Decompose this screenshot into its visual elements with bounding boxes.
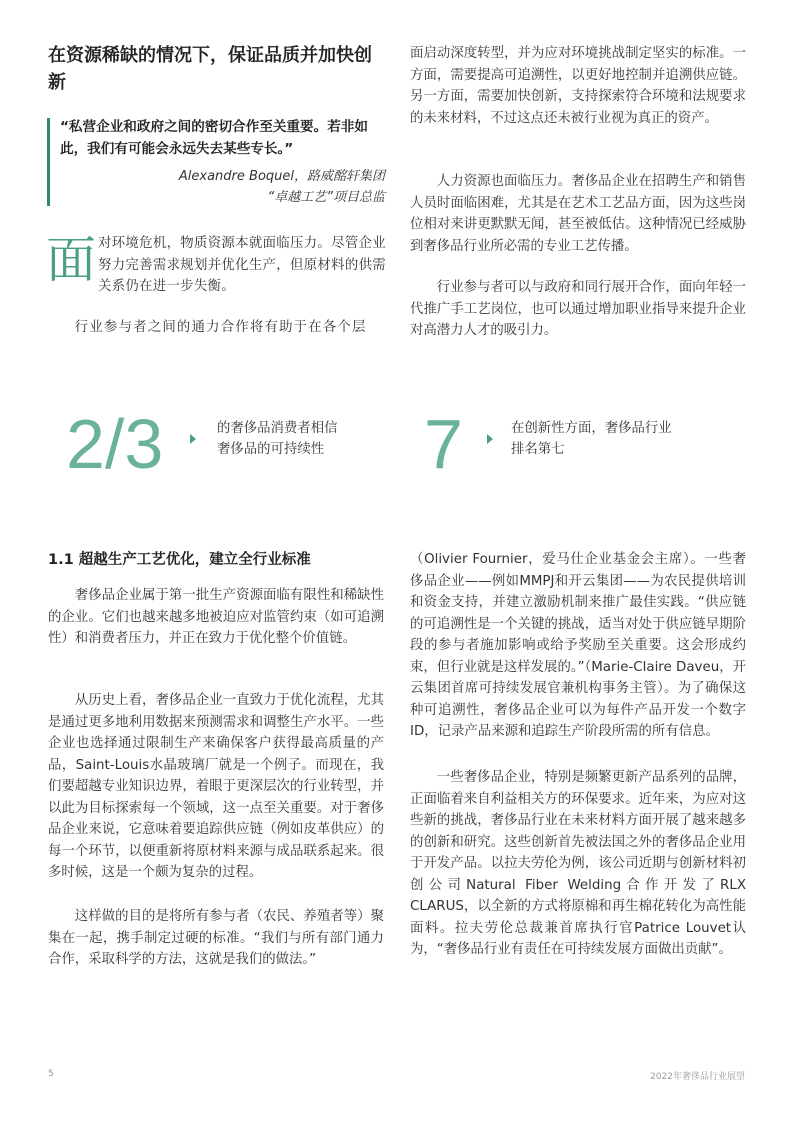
stat-label: 奢侈品的可持续性 (217, 442, 325, 457)
stat-number: 7 (424, 405, 463, 483)
quote-bar (47, 118, 50, 206)
paragraph: 一些奢侈品企业，特别是频繁更新产品系列的品牌，正面临着来自利益相关方的环保要求。近年来，为应对这些新的挑战，奢侈品行业在未来材料方面开展了越来越多的创新和研究。这些创新首先被法国之外的奢侈品企业用于开发产品。以拉夫劳伦为例，该公司近期与创新材料初创公司Natural Fiber Welding合作开发了RLX CLARUS，以全新的方式将原棉和再生棉花转化为高性能面料。拉夫劳伦总裁兼首席执行官Patrice Louvet认为，“奢侈品行业有责任在可持续发展方面做出贡献”。 (410, 770, 746, 957)
section-title: 在资源稀缺的情况下，保证品质并加快创新 (48, 45, 372, 93)
stat-number: 2/3 (66, 405, 164, 483)
subsection-heading: 1.1 超越生产工艺优化，建立全行业标准 (48, 552, 311, 568)
stat-label: 在创新性方面，奢侈品行业 (511, 421, 672, 436)
footer-title: 2022年奢侈品行业展望 (650, 1072, 745, 1082)
paragraph: 面启动深度转型，并为应对环境挑战制定坚实的标准。一方面，需要提高可追溯性，以更好地控制并追溯供应链。另一方面，需要加快创新，支持探索符合环境和法规要求的未来材料，不过这点还未被行业视为真正的资产。 (410, 46, 746, 126)
page-number: 5 (48, 1069, 54, 1079)
paragraph: 从历史上看，奢侈品企业一直致力于优化流程，尤其是通过更多地利用数据来预测需求和调整生产水平。一些企业也选择通过限制生产来确保客户获得最高质量的产品，Saint-Louis水晶玻璃厂就是一个例子。而现在，我们要超越专业知识边界，着眼于更深层次的行业转型，并以此为目标探索每一个领域，这一点至关重要。对于奢侈品企业来说，它意味着要追踪供应链（例如皮革供应）的每一个环节，以便重新将原材料来源与成品联系起来。很多时候，这是一个颇为复杂的过程。 (48, 693, 384, 880)
arrow-right-icon (487, 434, 493, 444)
paragraph: 人力资源也面临压力。奢侈品企业在招聘生产和销售人员时面临困难，尤其是在艺术工艺品方面，因为这些岗位相对来讲更默默无闻，甚至被低估。这种情况已经威胁到奢侈品行业所必需的专业工艺传播。 (410, 174, 746, 254)
paragraph: 行业参与者可以与政府和同行展开合作，面向年轻一代推广手工艺岗位，也可以通过增加职业指导来提升企业对高潜力人才的吸引力。 (410, 280, 746, 338)
quote-attribution-role: “卓越工艺”项目总监 (267, 190, 385, 205)
quote-attribution-name: Alexandre Boquel，路威酩轩集团 (178, 169, 385, 184)
arrow-right-icon (190, 434, 196, 444)
dropcap-paragraph: 对环境危机，物质资源本就面临压力。尽管企业努力完善需求规划并优化生产，但原材料的供需关系仍在进一步失衡。 (98, 236, 386, 294)
paragraph: （Olivier Fournier，爱马仕企业基金会主席）。一些奢侈品企业——例如MMPJ和开云集团——为农民提供培训和资金支持，并建立激励机制来推广最佳实践。“供应链的可追溯性是一个关键的挑战，适当对处于供应链早期阶段的参与者施加影响或给予奖励至关重要。这会形成约束，但行业就是这样发展的。”（Marie-Claire Daveu，开云集团首席可持续发展官兼机构事务主管）。为了确保这种可追溯性，奢侈品企业可以为每件产品开发一个数字ID，记录产品来源和追踪生产阶段所需的所有信息。 (410, 552, 746, 739)
pull-quote: “私营企业和政府之间的密切合作至关重要。若非如此，我们有可能会永远失去某些专长。” (60, 119, 368, 157)
paragraph: 行业参与者之间的通力合作将有助于在各个层 (74, 320, 367, 335)
stat-label: 排名第七 (511, 442, 565, 457)
paragraph: 奢侈品企业属于第一批生产资源面临有限性和稀缺性的企业。它们也越来越多地被迫应对监管约束（如可追溯性）和消费者压力，并正在致力于优化整个价值链。 (48, 588, 384, 646)
paragraph: 这样做的目的是将所有参与者（农民、养殖者等）聚集在一起，携手制定过硬的标准。“我们与所有部门通力合作，采取科学的方法，这就是我们的做法。” (48, 909, 384, 967)
dropcap: 面 (46, 231, 96, 289)
stat-label: 的奢侈品消费者相信 (217, 421, 338, 436)
